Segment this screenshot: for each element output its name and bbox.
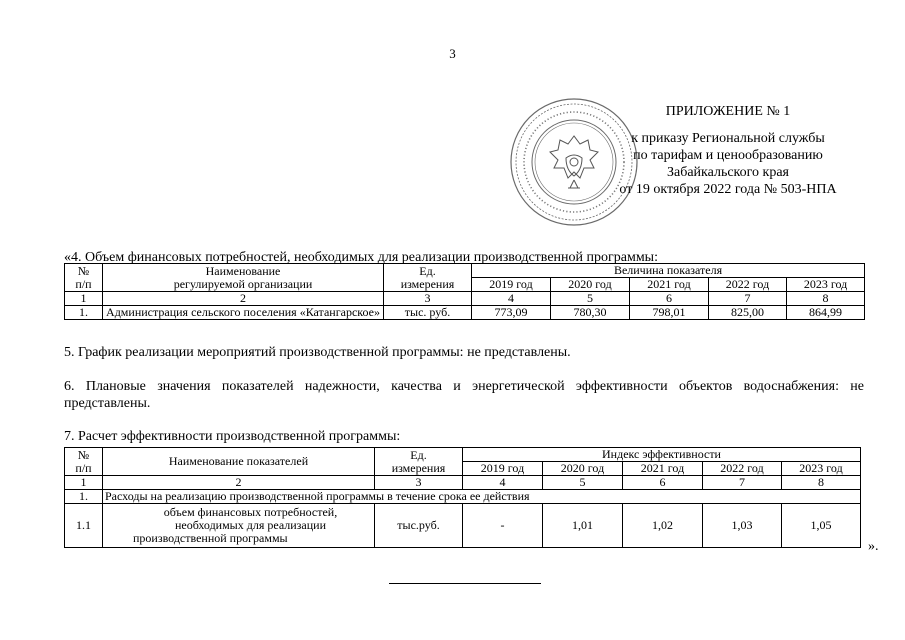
t2-row-unit: тыс.руб. — [375, 504, 463, 548]
t2-group-num: 1. — [65, 490, 103, 504]
t1-row-num: 1. — [65, 306, 103, 320]
t2-index-cell: 1 — [65, 476, 103, 490]
t1-index-cell: 4 — [472, 292, 551, 306]
t2-value: 1,02 — [623, 504, 703, 548]
t1-year: 2020 год — [551, 278, 630, 292]
page-number: 3 — [449, 46, 456, 61]
t2-header-unit: Ед. измерения — [375, 448, 463, 476]
t1-index-cell: 8 — [787, 292, 865, 306]
t1-value: 780,30 — [551, 306, 630, 320]
t1-header-num: № п/п — [65, 264, 103, 292]
t2-year: 2020 год — [543, 462, 623, 476]
t2-index-cell: 6 — [623, 476, 703, 490]
t1-value: 798,01 — [630, 306, 709, 320]
t1-index-cell: 6 — [630, 292, 709, 306]
t2-year: 2023 год — [782, 462, 861, 476]
t2-row-num: 1.1 — [65, 504, 103, 548]
section-5-text: 5. График реализации мероприятий производственной программы: не представлены. — [64, 345, 571, 360]
t2-index-cell: 8 — [782, 476, 861, 490]
t1-year: 2022 год — [709, 278, 787, 292]
t1-index-cell: 5 — [551, 292, 630, 306]
table-row — [65, 504, 861, 548]
t2-year: 2022 год — [703, 462, 782, 476]
t1-row-name: Администрация сельского поселения «Катангарское» — [103, 306, 384, 320]
t1-header-unit: Ед. измерения — [384, 264, 472, 292]
t1-year: 2023 год — [787, 278, 865, 292]
t1-year: 2019 год — [472, 278, 551, 292]
t2-index-cell: 7 — [703, 476, 782, 490]
t1-index-cell: 3 — [384, 292, 472, 306]
t1-header-name: Наименование регулируемой организации — [103, 264, 384, 292]
table-row — [65, 306, 865, 320]
t1-value: 864,99 — [787, 306, 865, 320]
closing-quote: ». — [868, 539, 879, 554]
t1-header-group: Величина показателя — [472, 264, 865, 278]
t2-row-name: объем финансовых потребностей, необходимых для реализации производственной программы — [103, 504, 375, 548]
t2-value: 1,01 — [543, 504, 623, 548]
t1-index-cell: 2 — [103, 292, 384, 306]
t1-index-cell: 1 — [65, 292, 103, 306]
appendix-line-2: по тарифам и ценообразованию — [633, 148, 823, 163]
t1-value: 773,09 — [472, 306, 551, 320]
t1-row-unit: тыс. руб. — [384, 306, 472, 320]
t2-header-group: Индекс эффективности — [463, 448, 861, 462]
section-4-heading: «4. Объем финансовых потребностей, необходимых для реализации производственной программы: — [64, 250, 658, 265]
t2-value: 1,05 — [782, 504, 861, 548]
appendix-title: ПРИЛОЖЕНИЕ № 1 — [665, 104, 791, 119]
t2-header-name: Наименование показателей — [103, 448, 375, 476]
efficiency-table — [64, 447, 861, 548]
t2-index-cell: 4 — [463, 476, 543, 490]
t2-value: 1,03 — [703, 504, 782, 548]
section-7-heading: 7. Расчет эффективности производственной программы: — [64, 429, 401, 444]
financial-needs-table — [64, 263, 865, 320]
t2-index-cell: 5 — [543, 476, 623, 490]
t1-value: 825,00 — [709, 306, 787, 320]
appendix-line-3: Забайкальского края — [666, 165, 789, 180]
appendix-block — [600, 103, 856, 198]
footer-divider — [389, 583, 541, 584]
t1-year: 2021 год — [630, 278, 709, 292]
t2-year: 2019 год — [463, 462, 543, 476]
t2-value: - — [463, 504, 543, 548]
t2-header-num: № п/п — [65, 448, 103, 476]
t2-index-cell: 2 — [103, 476, 375, 490]
t2-group-text: Расходы на реализацию производственной программы в течение срока ее действия — [103, 490, 861, 504]
t2-year: 2021 год — [623, 462, 703, 476]
t2-index-cell: 3 — [375, 476, 463, 490]
appendix-line-4: от 19 октября 2022 года № 503-НПА — [619, 182, 837, 197]
appendix-line-1: к приказу Региональной службы — [631, 131, 825, 146]
section-6-text: 6. Плановые значения показателей надежности, качества и энергетической эффективности объектов водоснабжения: не представлены. — [64, 379, 864, 411]
t1-index-cell: 7 — [709, 292, 787, 306]
